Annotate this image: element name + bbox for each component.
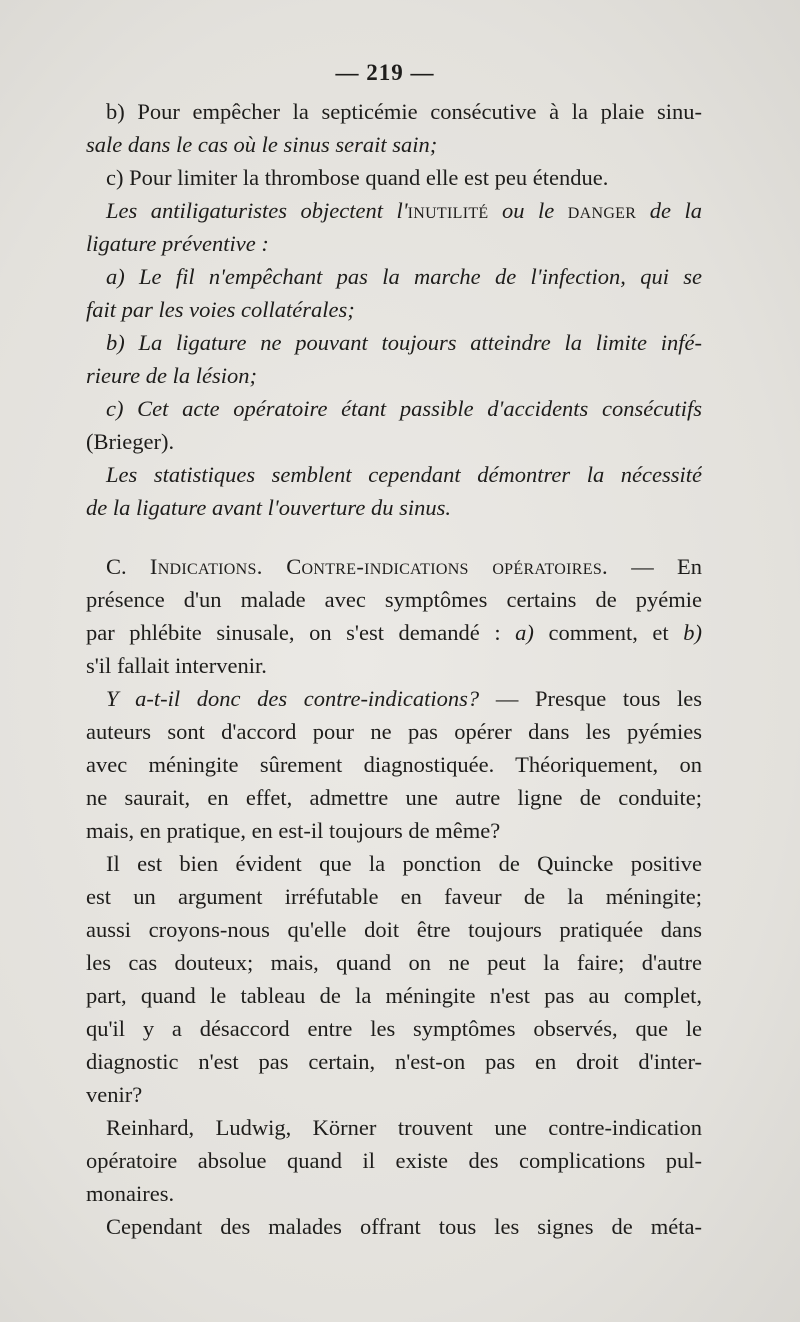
text-line: mais, en pratique, en est-il toujours de même? bbox=[86, 818, 501, 843]
text-line: c) Cet acte opératoire étant passible d'accidents consécutifs bbox=[106, 396, 702, 421]
text-line: diagnostic n'est pas certain, n'est-on pas en droit d'inter- bbox=[86, 1049, 702, 1074]
small-caps-text: danger bbox=[567, 198, 637, 223]
text-line: présence d'un malade avec symptômes certains de pyémie bbox=[86, 587, 702, 612]
text-line: c) Pour limiter la thrombose quand elle est peu étendue. bbox=[106, 165, 609, 190]
text-line: aussi croyons-nous qu'elle doit être toujours pratiquée dans bbox=[86, 917, 702, 942]
text-line: s'il fallait intervenir. bbox=[86, 653, 267, 678]
text-line: Il est bien évident que la ponction de Quincke positive bbox=[106, 851, 702, 876]
text-line: part, quand le tableau de la méningite n'est pas au complet, bbox=[86, 983, 702, 1008]
text-line: b) Pour empêcher la septicémie consécutive à la plaie sinu- bbox=[106, 99, 702, 124]
text-line: Les statistiques semblent cependant démontrer la nécessité bbox=[106, 462, 702, 487]
text-line: a) Le fil n'empêchant pas la marche de l'infection, qui se bbox=[106, 264, 702, 289]
text-line: Reinhard, Ludwig, Körner trouvent une contre-indication bbox=[106, 1115, 702, 1140]
text-line: Y a-t-il donc des contre-indications? — Presque tous les bbox=[106, 686, 702, 711]
text-line: rieure de la lésion; bbox=[86, 363, 258, 388]
text-line: est un argument irréfutable en faveur de la méningite; bbox=[86, 884, 702, 909]
text-line: auteurs sont d'accord pour ne pas opérer dans les pyémies bbox=[86, 719, 702, 744]
text-line: de la ligature avant l'ouverture du sinus. bbox=[86, 495, 451, 520]
small-caps-text: inutilité bbox=[407, 198, 489, 223]
text-line: monaires. bbox=[86, 1181, 175, 1206]
section-gap bbox=[86, 524, 702, 550]
text-line: b) La ligature ne pouvant toujours atteindre la limite infé- bbox=[106, 330, 702, 355]
text-line: venir? bbox=[86, 1082, 143, 1107]
text-line: ne saurait, en effet, admettre une autre ligne de conduite; bbox=[86, 785, 702, 810]
text-line: Cependant des malades offrant tous les signes de méta- bbox=[106, 1214, 702, 1239]
text-line: sale dans le cas où le sinus serait sain; bbox=[86, 132, 438, 157]
text-line: Les antiligaturistes objectent l'inutilité ou le danger de la bbox=[106, 198, 702, 223]
body-text bbox=[86, 95, 702, 1243]
text-line: (Brieger). bbox=[86, 429, 175, 454]
text-line: les cas douteux; mais, quand on ne peut la faire; d'autre bbox=[86, 950, 702, 975]
text-line: qu'il y a désaccord entre les symptômes observés, que le bbox=[86, 1016, 702, 1041]
text-line: ligature préventive : bbox=[86, 231, 269, 256]
section-heading: Indications. Contre-indications opératoires. bbox=[149, 554, 608, 579]
text-line: par phlébite sinusale, on s'est demandé : a) comment, et b) bbox=[86, 620, 702, 645]
section-heading-line: C. Indications. Contre-indications opératoires. — En bbox=[106, 554, 702, 579]
text-line: opératoire absolue quand il existe des complications pul- bbox=[86, 1148, 702, 1173]
page-number: — 219 — bbox=[335, 60, 435, 85]
text-line: avec méningite sûrement diagnostiquée. Théoriquement, on bbox=[86, 752, 702, 777]
text-line: fait par les voies collatérales; bbox=[86, 297, 355, 322]
